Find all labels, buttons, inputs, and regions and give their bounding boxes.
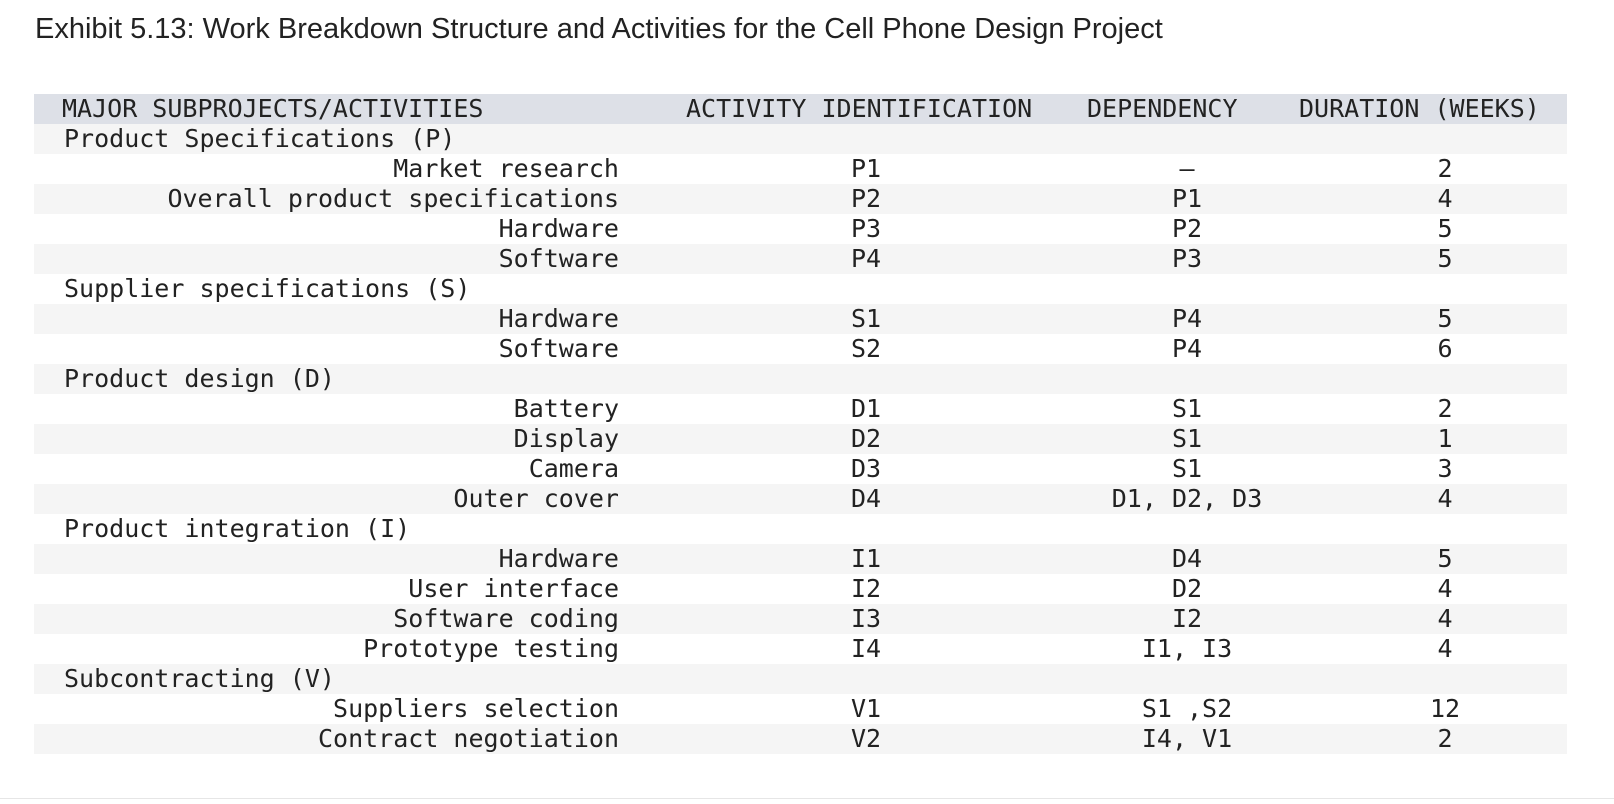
duration: 4 xyxy=(1437,484,1453,513)
empty-cell xyxy=(619,664,1051,694)
activity-name: Software coding xyxy=(393,604,619,633)
activity-id: P4 xyxy=(851,244,882,273)
duration: 5 xyxy=(1437,544,1453,573)
table-header xyxy=(34,94,1567,124)
subproject-name: Supplier specifications (S) xyxy=(64,274,471,303)
activity-id: I3 xyxy=(851,604,882,633)
dependency: P4 xyxy=(1171,304,1203,333)
empty-cell xyxy=(1051,514,1263,544)
activity-id: D3 xyxy=(851,454,882,483)
duration: 2 xyxy=(1437,724,1453,753)
dependency: D4 xyxy=(1171,544,1203,573)
empty-cell xyxy=(619,274,1051,304)
activity-name: Software xyxy=(498,244,619,273)
header-dependency: DEPENDENCY xyxy=(1087,94,1238,123)
dependency: D2 xyxy=(1171,574,1203,603)
empty-cell xyxy=(1263,274,1567,304)
table-row xyxy=(34,424,1567,454)
empty-cell xyxy=(1051,664,1263,694)
group-row xyxy=(34,364,1567,394)
table-row xyxy=(34,244,1567,274)
activity-name: Contract negotiation xyxy=(317,724,619,753)
table-row xyxy=(34,184,1567,214)
activity-name: Software xyxy=(498,334,619,363)
empty-cell xyxy=(1263,124,1567,154)
table-row xyxy=(34,574,1567,604)
activity-name: Suppliers selection xyxy=(333,694,619,723)
dependency: S1 xyxy=(1171,454,1203,483)
group-row xyxy=(34,124,1567,154)
duration: 4 xyxy=(1437,184,1453,213)
header-activity-id: ACTIVITY IDENTIFICATION xyxy=(686,94,1033,123)
dependency: P4 xyxy=(1171,334,1203,363)
activity-name: Hardware xyxy=(498,544,619,573)
page-title: Exhibit 5.13: Work Breakdown Structure and Activities for the Cell Phone Design Project xyxy=(35,13,1163,45)
header-duration: DURATION (WEEKS) xyxy=(1299,94,1540,123)
subproject-name: Subcontracting (V) xyxy=(64,664,335,693)
empty-cell xyxy=(619,364,1051,394)
dependency: S1 ,S2 xyxy=(1141,694,1233,723)
activity-name: Hardware xyxy=(498,214,619,243)
table-row xyxy=(34,604,1567,634)
table-row xyxy=(34,304,1567,334)
activity-id: I1 xyxy=(851,544,882,573)
activity-id: I4 xyxy=(851,634,882,663)
activity-id: V1 xyxy=(851,694,882,723)
group-row xyxy=(34,274,1567,304)
empty-cell xyxy=(1263,364,1567,394)
empty-cell xyxy=(1051,364,1263,394)
activity-id: P1 xyxy=(851,154,882,183)
activity-name: Display xyxy=(513,424,619,453)
wbs-table xyxy=(34,94,1567,754)
empty-cell xyxy=(1263,514,1567,544)
duration: 2 xyxy=(1437,154,1453,183)
subproject-name: Product integration (I) xyxy=(64,514,411,543)
dependency: P1 xyxy=(1171,184,1203,213)
activity-id: P3 xyxy=(851,214,882,243)
duration: 4 xyxy=(1437,574,1453,603)
dependency: – xyxy=(1179,154,1195,183)
table-row xyxy=(34,724,1567,754)
activity-name: Overall product specifications xyxy=(167,184,619,213)
table-row xyxy=(34,154,1567,184)
activity-id: I2 xyxy=(851,574,882,603)
bottom-divider xyxy=(0,798,1614,799)
activity-id: P2 xyxy=(851,184,882,213)
table-row xyxy=(34,544,1567,574)
duration: 5 xyxy=(1437,304,1453,333)
duration: 5 xyxy=(1437,214,1453,243)
activity-id: D2 xyxy=(851,424,882,453)
group-row xyxy=(34,514,1567,544)
dependency: I1, I3 xyxy=(1141,634,1233,663)
duration: 6 xyxy=(1437,334,1453,363)
activity-id: D4 xyxy=(851,484,882,513)
activity-name: Market research xyxy=(393,154,619,183)
empty-cell xyxy=(1263,664,1567,694)
dependency: D1, D2, D3 xyxy=(1111,484,1263,513)
duration: 1 xyxy=(1437,424,1453,453)
duration: 4 xyxy=(1437,604,1453,633)
activity-id: V2 xyxy=(851,724,882,753)
header-row xyxy=(34,94,1567,124)
table-row xyxy=(34,484,1567,514)
activity-id: S1 xyxy=(851,304,882,333)
group-row xyxy=(34,664,1567,694)
activity-name: Hardware xyxy=(498,304,619,333)
duration: 4 xyxy=(1437,634,1453,663)
activity-name: Camera xyxy=(528,454,619,483)
table-row xyxy=(34,214,1567,244)
activity-name: Prototype testing xyxy=(363,634,619,663)
activity-name: Outer cover xyxy=(453,484,619,513)
header-activities: MAJOR SUBPROJECTS/ACTIVITIES xyxy=(62,94,484,123)
dependency: I2 xyxy=(1171,604,1203,633)
table-row xyxy=(34,334,1567,364)
activity-name: User interface xyxy=(408,574,619,603)
subproject-name: Product Specifications (P) xyxy=(64,124,456,153)
empty-cell xyxy=(619,124,1051,154)
table-row xyxy=(34,694,1567,724)
dependency: S1 xyxy=(1171,424,1203,453)
table-row xyxy=(34,454,1567,484)
dependency: I4, V1 xyxy=(1141,724,1233,753)
activity-id: S2 xyxy=(851,334,882,363)
duration: 5 xyxy=(1437,244,1453,273)
empty-cell xyxy=(1051,274,1263,304)
table-row xyxy=(34,634,1567,664)
subproject-name: Product design (D) xyxy=(64,364,335,393)
table-body xyxy=(34,124,1567,754)
dependency: P2 xyxy=(1171,214,1203,243)
duration: 3 xyxy=(1437,454,1453,483)
dependency: S1 xyxy=(1171,394,1203,423)
dependency: P3 xyxy=(1171,244,1203,273)
activity-name: Battery xyxy=(513,394,619,423)
table-row xyxy=(34,394,1567,424)
empty-cell xyxy=(619,514,1051,544)
duration: 12 xyxy=(1429,694,1461,723)
activity-id: D1 xyxy=(851,394,882,423)
empty-cell xyxy=(1051,124,1263,154)
duration: 2 xyxy=(1437,394,1453,423)
